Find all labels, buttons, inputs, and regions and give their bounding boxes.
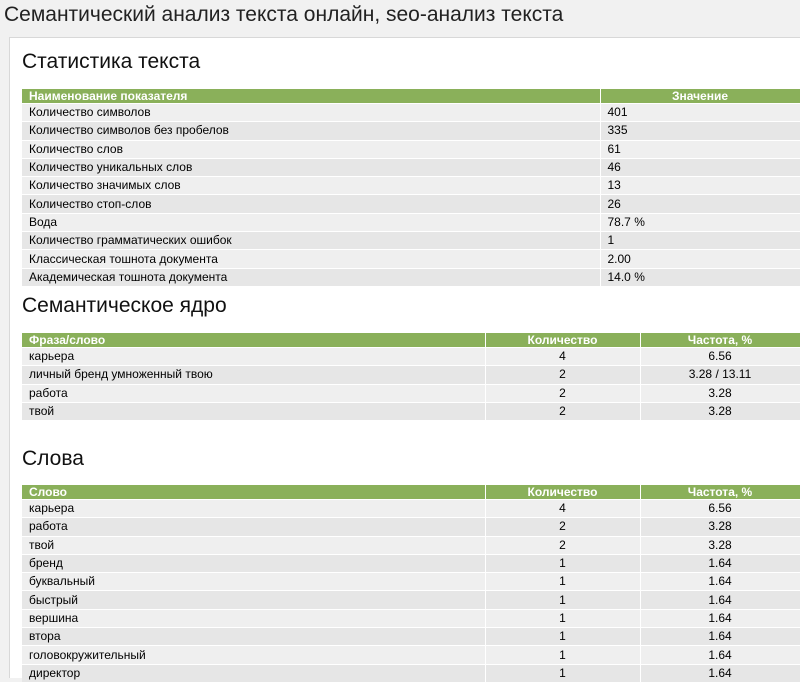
stats-row <box>22 250 800 268</box>
stats-row-cell: 401 <box>600 104 800 122</box>
words-row-cell: вершина <box>22 609 485 627</box>
stats-row <box>22 104 800 122</box>
words-row <box>22 536 800 554</box>
stats-row-cell: Академическая тошнота документа <box>22 268 600 286</box>
stats-row-cell: 1 <box>600 232 800 250</box>
stats-row-cell: 2.00 <box>600 250 800 268</box>
stats-section-title: Статистика текста <box>22 50 201 73</box>
stats-row-cell: Количество стоп-слов <box>22 195 600 213</box>
stats-row-cell: 61 <box>600 140 800 158</box>
stats-row-cell: Количество уникальных слов <box>22 158 600 176</box>
stats-row-cell: Количество символов <box>22 104 600 122</box>
stats-row-cell: Количество слов <box>22 140 600 158</box>
words-row-cell: 1 <box>485 591 640 609</box>
words-row-cell: 3.28 <box>640 536 800 554</box>
stats-row <box>22 122 800 140</box>
stats-row <box>22 177 800 195</box>
words-row <box>22 591 800 609</box>
stats-row-cell: Количество символов без пробелов <box>22 122 600 140</box>
core-row-cell: личный бренд умноженный твою <box>22 366 485 384</box>
stats-row-cell: Количество значимых слов <box>22 177 600 195</box>
words-header-row <box>22 485 800 500</box>
words-row-cell: 1 <box>485 573 640 591</box>
words-row-cell: 1 <box>485 628 640 646</box>
words-header-count: Количество <box>485 485 640 500</box>
stats-row-cell: 14.0 % <box>600 268 800 286</box>
core-row <box>22 348 800 366</box>
words-header-word: Слово <box>22 485 485 500</box>
core-row-cell: 6.56 <box>640 348 800 366</box>
core-row <box>22 384 800 402</box>
stats-header-row <box>22 89 800 104</box>
words-row-cell: 1.64 <box>640 646 800 664</box>
words-row-cell: 4 <box>485 500 640 518</box>
words-row-cell: 2 <box>485 536 640 554</box>
words-row-cell: твой <box>22 536 485 554</box>
words-row <box>22 664 800 682</box>
words-row-cell: головокружительный <box>22 646 485 664</box>
stats-row-cell: Вода <box>22 213 600 231</box>
words-row-cell: работа <box>22 518 485 536</box>
core-row-cell: 3.28 / 13.11 <box>640 366 800 384</box>
words-row-cell: 1.64 <box>640 591 800 609</box>
stats-row <box>22 158 800 176</box>
words-row-cell: директор <box>22 664 485 682</box>
words-row-cell: быстрый <box>22 591 485 609</box>
core-header-row <box>22 333 800 348</box>
page-title: Семантический анализ текста онлайн, seo-анализ текста <box>4 3 564 26</box>
stats-row <box>22 232 800 250</box>
stats-header-name: Наименование показателя <box>22 89 600 104</box>
core-row-cell: 3.28 <box>640 384 800 402</box>
stats-row-cell: Количество грамматических ошибок <box>22 232 600 250</box>
core-header-count: Количество <box>485 333 640 348</box>
words-row <box>22 628 800 646</box>
words-row-cell: 1 <box>485 646 640 664</box>
stats-row <box>22 213 800 231</box>
core-row <box>22 366 800 384</box>
core-row-cell: 3.28 <box>640 402 800 420</box>
core-table <box>22 333 800 420</box>
stats-row-cell: 335 <box>600 122 800 140</box>
core-header-phrase: Фраза/слово <box>22 333 485 348</box>
words-row-cell: 1 <box>485 609 640 627</box>
stats-header-value: Значение <box>600 89 800 104</box>
words-row-cell: бренд <box>22 554 485 572</box>
words-row-cell: 1.64 <box>640 664 800 682</box>
words-row-cell: 1 <box>485 554 640 572</box>
core-row-cell: работа <box>22 384 485 402</box>
words-row <box>22 554 800 572</box>
words-row <box>22 573 800 591</box>
stats-row <box>22 268 800 286</box>
words-row <box>22 518 800 536</box>
stats-row-cell: Классическая тошнота документа <box>22 250 600 268</box>
core-row-cell: 2 <box>485 384 640 402</box>
core-section-title: Семантическое ядро <box>22 294 227 317</box>
words-row-cell: буквальный <box>22 573 485 591</box>
stats-row-cell: 46 <box>600 158 800 176</box>
stats-table <box>22 89 800 286</box>
words-row <box>22 500 800 518</box>
words-row-cell: 1.64 <box>640 554 800 572</box>
core-row-cell: твой <box>22 402 485 420</box>
words-row-cell: карьера <box>22 500 485 518</box>
words-row-cell: 1.64 <box>640 573 800 591</box>
stats-row <box>22 140 800 158</box>
words-row-cell: втора <box>22 628 485 646</box>
words-section-title: Слова <box>22 447 84 470</box>
stats-row-cell: 13 <box>600 177 800 195</box>
core-row-cell: 2 <box>485 402 640 420</box>
words-row-cell: 1 <box>485 664 640 682</box>
words-row-cell: 1.64 <box>640 628 800 646</box>
words-header-frequency: Частота, % <box>640 485 800 500</box>
words-row-cell: 6.56 <box>640 500 800 518</box>
words-table <box>22 485 800 682</box>
stats-row-cell: 78.7 % <box>600 213 800 231</box>
stats-row <box>22 195 800 213</box>
stats-row-cell: 26 <box>600 195 800 213</box>
core-row-cell: 4 <box>485 348 640 366</box>
core-header-frequency: Частота, % <box>640 333 800 348</box>
words-row-cell: 3.28 <box>640 518 800 536</box>
core-row <box>22 402 800 420</box>
words-row-cell: 1.64 <box>640 609 800 627</box>
words-row-cell: 2 <box>485 518 640 536</box>
core-row-cell: 2 <box>485 366 640 384</box>
words-row <box>22 609 800 627</box>
core-row-cell: карьера <box>22 348 485 366</box>
words-row <box>22 646 800 664</box>
